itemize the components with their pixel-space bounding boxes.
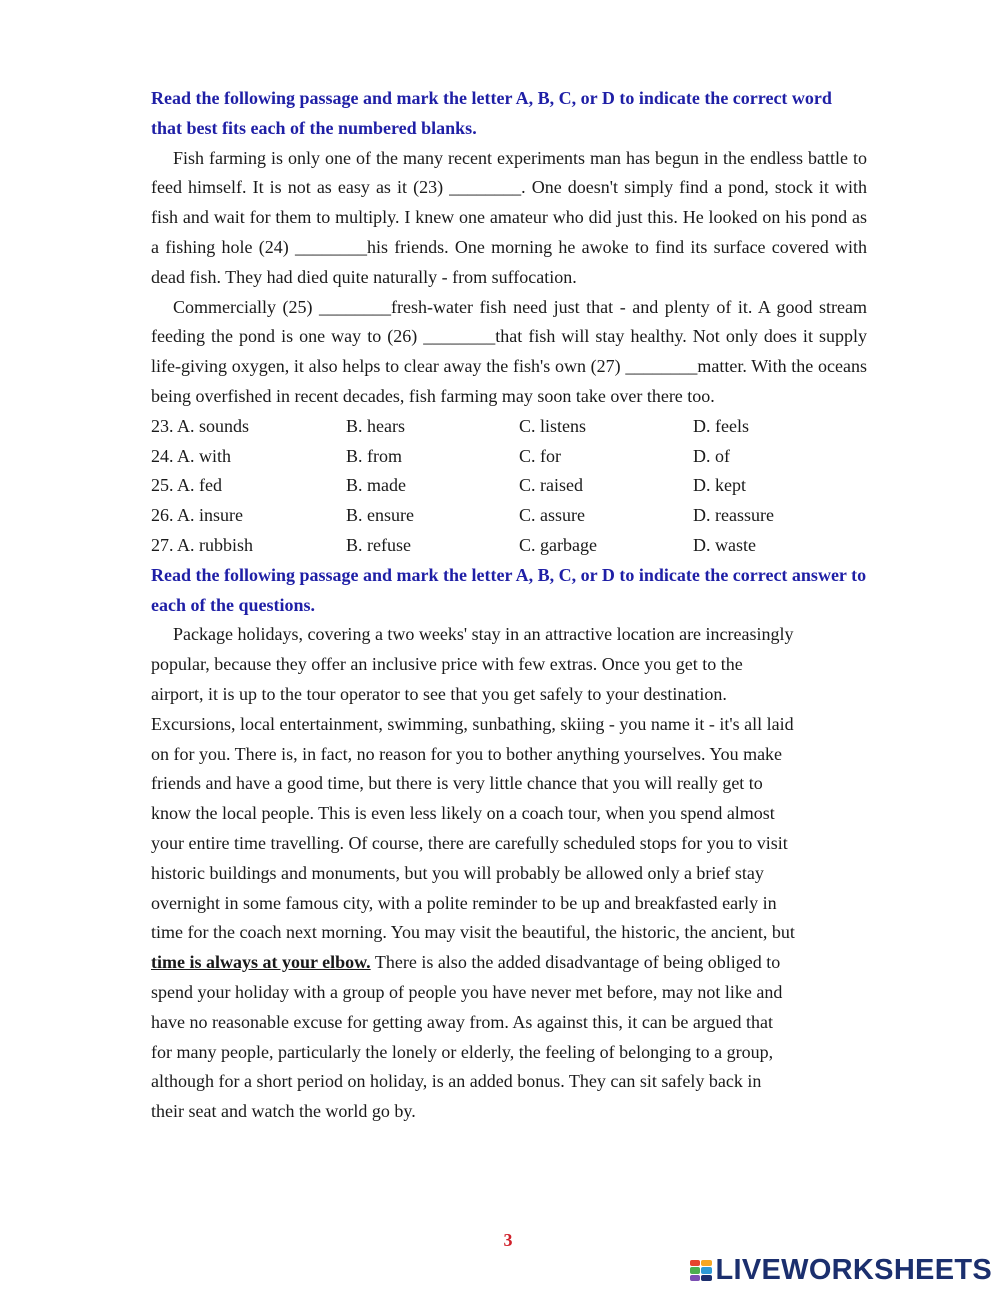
option-a: 26. A. insure [151,505,243,526]
logo-square [701,1260,712,1267]
passage2-paragraph [151,620,867,1127]
option-d: D. reassure [693,505,774,526]
option-d: D. waste [693,534,756,555]
question-row [151,412,867,442]
logo-square [690,1275,701,1282]
logo-square [690,1267,701,1274]
question-row [151,471,867,501]
passage2-line: your entire time travelling. Of course, there are carefully scheduled stops for you to visit [151,832,788,853]
passage2-line: know the local people. This is even less likely on a coach tour, when you spend almost [151,803,775,824]
answer-options [151,412,867,561]
underlined-phrase: time is always at your elbow. [151,952,371,973]
logo-square [690,1260,701,1267]
passage2-line: airport, it is up to the tour operator to see that you get safely to your destination. [151,683,727,704]
passage2-line: historic buildings and monuments, but you will probably be allowed only a brief stay [151,862,764,883]
liveworksheets-icon [690,1260,712,1282]
option-d: D. kept [693,475,746,496]
option-b: B. refuse [346,534,411,555]
option-a: 27. A. rubbish [151,534,254,555]
passage2-line: Excursions, local entertainment, swimming, sunbathing, skiing - you name it - it's all laid [151,713,794,734]
passage2-line: on for you. There is, in fact, no reason for you to bother anything yourselves. You make [151,743,783,764]
passage2-line: time for the coach next morning. You may visit the beautiful, the historic, the ancient, but [151,922,795,943]
logo-square [701,1267,712,1274]
option-c: C. assure [519,505,585,526]
option-a: 23. A. sounds [151,415,250,436]
option-c: C. for [519,445,561,466]
question-row [151,531,867,561]
logo-text: LIVEWORKSHEETS [715,1254,992,1286]
option-c: C. raised [519,475,583,496]
passage2-text: There is also the added disadvantage of being obliged to [370,952,781,973]
option-b: B. from [346,445,402,466]
option-b: B. made [346,475,406,496]
section2-instruction: Read the following passage and mark the letter A, B, C, or D to indicate the correct answer to each of the questions. [151,564,867,615]
logo-square [701,1275,712,1282]
passage2-line: although for a short period on holiday, is an added bonus. They can sit safely back in [151,1071,762,1092]
passage2-line: have no reasonable excuse for getting away from. As against this, it can be argued that [151,1011,773,1032]
option-a: 24. A. with [151,445,232,466]
passage2-line: overnight in some famous city, with a polite reminder to be up and breakfasted early in [151,892,777,913]
question-row [151,442,867,472]
option-b: B. ensure [346,505,414,526]
liveworksheets-logo [690,1254,993,1287]
page-number: 3 [503,1230,513,1250]
passage1-paragraph1: Fish farming is only one of the many recent experiments man has begun in the endless battle to feed himself. It is not as easy as it (23) ________. One doesn't simply find a pond, stock it with fish and wait for them to multiply. I knew one amateur who did just this. He looked on his pond as a fishing hole (24) ________his friends. One morning he awoke to find its surface covered with dead fish. They had died quite naturally - from suffocation. [151,147,867,287]
question-row [151,501,867,531]
option-d: D. feels [693,415,749,436]
option-c: C. garbage [519,534,597,555]
passage2-line: their seat and watch the world go by. [151,1101,416,1122]
option-c: C. listens [519,415,587,436]
option-d: D. of [693,445,730,466]
section1-instruction: Read the following passage and mark the letter A, B, C, or D to indicate the correct word that best fits each of the numbered blanks. [151,88,832,138]
option-b: B. hears [346,415,405,436]
passage2-line: spend your holiday with a group of people you have never met before, may not like and [151,981,783,1002]
passage2-line-with-underline [151,948,867,978]
option-a: 25. A. fed [151,475,222,496]
passage1-paragraph2: Commercially (25) ________fresh-water fish need just that - and plenty of it. A good stream feeding the pond is one way to (26) ________that fish will stay healthy. Not only does it supply life-giving oxygen, it also helps to clear away the fish's own (27) ________matter. With the oceans being overfished in recent decades, fish farming may soon take over there too. [151,296,867,406]
passage2-line: Package holidays, covering a two weeks' stay in an attractive location are increasingly [173,624,794,645]
worksheet-page [151,84,867,1127]
passage2-line: for many people, particularly the lonely or elderly, the feeling of belonging to a group, [151,1041,774,1062]
passage2-line: friends and have a good time, but there is very little chance that you will really get to [151,773,763,794]
passage2-line: popular, because they offer an inclusive price with few extras. Once you get to the [151,654,743,675]
